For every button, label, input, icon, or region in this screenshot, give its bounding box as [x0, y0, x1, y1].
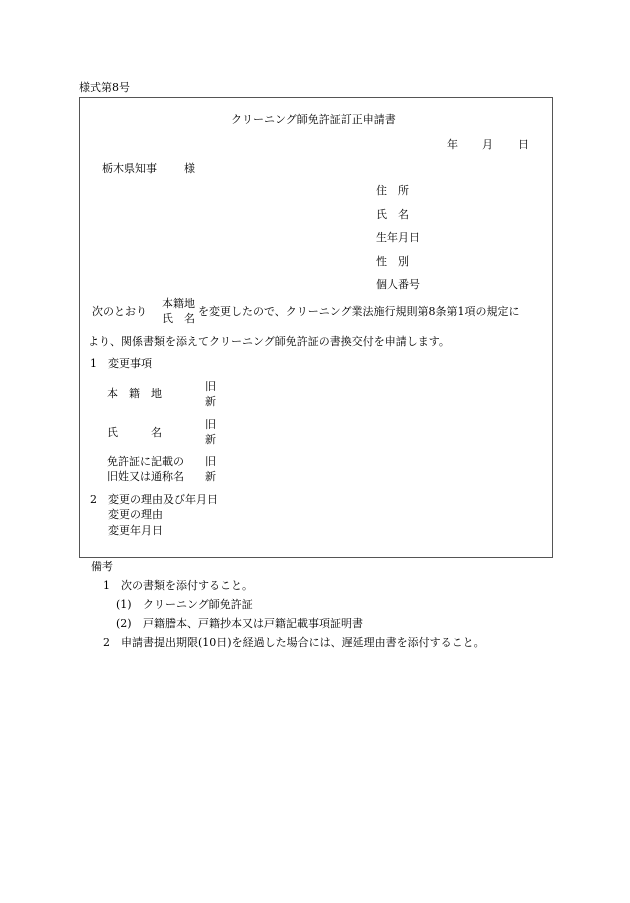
new-mark: 新 — [205, 433, 216, 446]
change-row-domicile-label: 本 籍 地 — [107, 387, 162, 400]
applicant-address-label: 住 所 — [376, 184, 409, 197]
body-choice-domicile: 本籍地 — [162, 297, 195, 310]
form-title: クリーニング師免許証訂正申請書 — [231, 113, 396, 126]
section2-number: 2 — [90, 493, 97, 506]
remarks-subitem1-number: (1) — [116, 598, 132, 611]
section2-reason: 変更の理由 — [108, 508, 163, 521]
former-surname-label-line1: 免許証に記載の — [107, 455, 184, 468]
new-mark: 新 — [205, 470, 216, 483]
form-number: 様式第8号 — [79, 81, 130, 94]
old-mark: 旧 — [205, 380, 216, 393]
applicant-sex-label: 性 別 — [376, 255, 409, 268]
remarks-item1-number: 1 — [103, 579, 110, 592]
remarks-subitem1-text: クリーニング師免許証 — [143, 598, 253, 611]
date-day: 日 — [518, 138, 529, 151]
section2-date: 変更年月日 — [108, 524, 163, 537]
addressee-honorific: 様 — [184, 162, 195, 175]
remarks-item2-text: 申請書提出期限(10日)を経過した場合には、遅延理由書を添付すること。 — [121, 636, 485, 649]
former-surname-label-line2: 旧姓又は通称名 — [107, 470, 184, 483]
change-row-name-values — [205, 419, 216, 445]
date-month: 月 — [482, 138, 493, 151]
change-row-former-surname-label — [107, 456, 184, 482]
section1-number: 1 — [90, 357, 97, 370]
change-row-former-surname-values — [205, 456, 216, 482]
change-row-domicile-values — [205, 381, 216, 407]
old-mark: 旧 — [205, 455, 216, 468]
new-mark: 新 — [205, 395, 216, 408]
section2-heading: 変更の理由及び年月日 — [108, 493, 218, 506]
section1-heading: 変更事項 — [108, 357, 152, 370]
change-row-name-label: 氏 名 — [107, 426, 162, 439]
body-line2: より、関係書類を添えてクリーニング師免許証の書換交付を申請します。 — [88, 335, 450, 348]
body-choice — [162, 298, 195, 324]
old-mark: 旧 — [205, 418, 216, 431]
body-line1-rest: を変更したので、クリーニング業法施行規則第8条第1項の規定に — [198, 305, 520, 318]
addressee-name: 栃木県知事 — [102, 162, 157, 175]
applicant-birthdate-label: 生年月日 — [376, 231, 420, 244]
body-lead: 次のとおり — [92, 305, 147, 318]
remarks-subitem2-text: 戸籍謄本、戸籍抄本又は戸籍記載事項証明書 — [143, 617, 363, 630]
applicant-id-number-label: 個人番号 — [376, 278, 420, 291]
remarks-subitem2-number: (2) — [116, 617, 132, 630]
remarks-heading: 備考 — [91, 560, 113, 573]
date-year: 年 — [447, 138, 458, 151]
remarks-item2-number: 2 — [103, 636, 110, 649]
remarks-item1-text: 次の書類を添付すること。 — [121, 579, 253, 592]
applicant-name-label: 氏 名 — [376, 208, 409, 221]
body-choice-name: 氏 名 — [162, 312, 195, 325]
